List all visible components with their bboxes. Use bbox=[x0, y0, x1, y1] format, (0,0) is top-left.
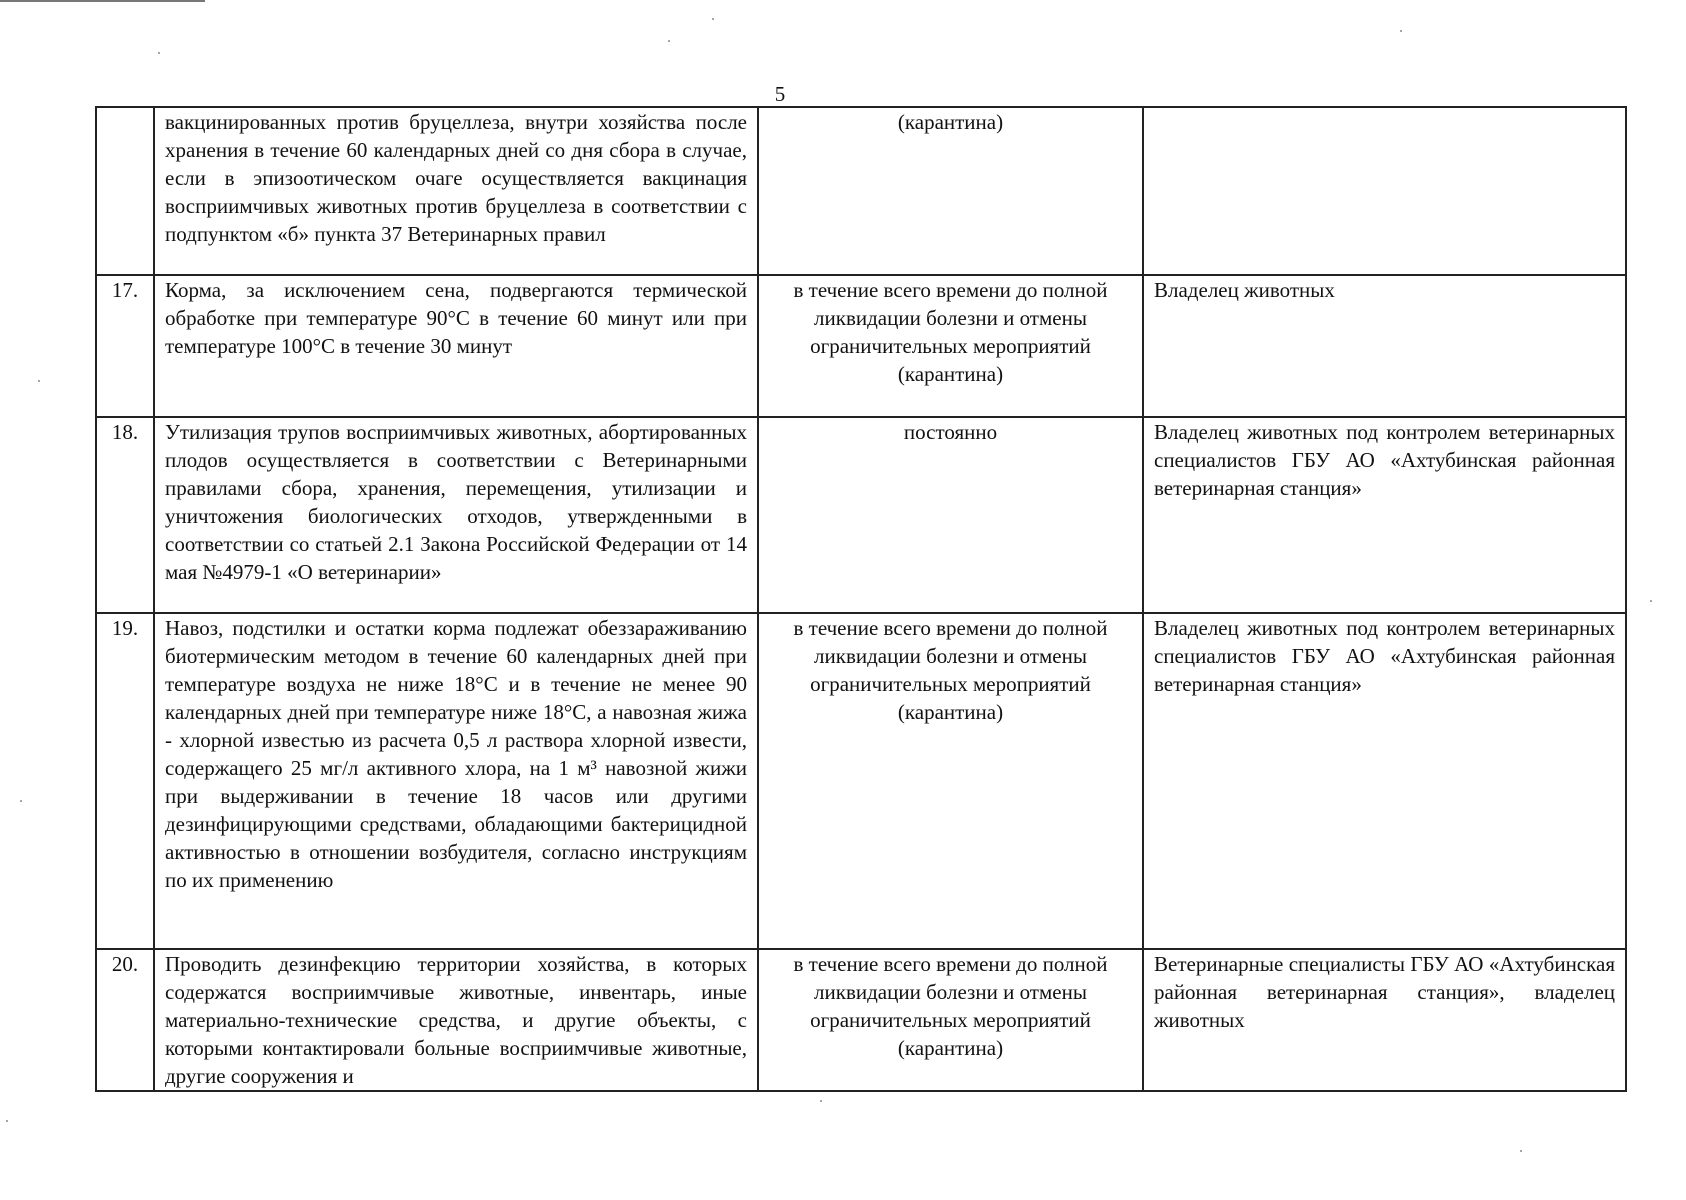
scan-speck bbox=[158, 52, 160, 54]
row-number: 19. bbox=[96, 613, 154, 949]
table-row bbox=[96, 107, 1626, 275]
row-number: 17. bbox=[96, 275, 154, 417]
measure-responsible: Владелец животных под контролем ветеринарных специалистов ГБУ АО «Ахтубинская районная ветеринарная станция» bbox=[1143, 613, 1626, 949]
scan-speck bbox=[668, 40, 670, 42]
table-row bbox=[96, 613, 1626, 949]
table-row bbox=[96, 275, 1626, 417]
measure-responsible: Владелец животных под контролем ветеринарных специалистов ГБУ АО «Ахтубинская районная ветеринарная станция» bbox=[1143, 417, 1626, 613]
table-row bbox=[96, 417, 1626, 613]
measure-responsible bbox=[1143, 107, 1626, 275]
measure-responsible: Владелец животных bbox=[1143, 275, 1626, 417]
measure-description: Утилизация трупов восприимчивых животных, абортированных плодов осуществляется в соответствии с Ветеринарными правилами сбора, хранения, перемещения, утилизации и уничтожения биологических отходов, утвержденными в соответствии со статьей 2.1 Закона Российской Федерации от 14 мая №4979-1 «О ветеринарии» bbox=[154, 417, 758, 613]
scan-speck bbox=[6, 1120, 8, 1122]
measure-term: (карантина) bbox=[758, 107, 1143, 275]
measure-term: постоянно bbox=[758, 417, 1143, 613]
measure-term: в течение всего времени до полной ликвидации болезни и отмены ограничительных мероприятий (карантина) bbox=[758, 275, 1143, 417]
measures-table bbox=[95, 106, 1627, 1092]
measure-description: Корма, за исключением сена, подвергаются термической обработке при температуре 90°С в течение 60 минут или при температуре 100°С в течение 30 минут bbox=[154, 275, 758, 417]
scan-speck bbox=[1650, 600, 1652, 602]
table-row bbox=[96, 949, 1626, 1091]
measure-description: Навоз, подстилки и остатки корма подлежат обеззараживанию биотермическим методом в течение 60 календарных дней при температуре воздуха не ниже 18°С и в течение не менее 90 календарных дней при температуре ниже 18°С, а навозная жижа - хлорной известью из расчета 0,5 л раствора хлорной извести, содержащего 25 мг/л активного хлора, на 1 м³ навозной жижи при выдерживании в течение 18 часов или другими дезинфицирующими средствами, обладающими бактерицидной активностью в отношении возбудителя, согласно инструкциям по их применению bbox=[154, 613, 758, 949]
measure-description: вакцинированных против бруцеллеза, внутри хозяйства после хранения в течение 60 календарных дней со дня сбора в случае, если в эпизоотическом очаге осуществляется вакцинация восприимчивых животных против бруцеллеза в соответствии с подпунктом «б» пункта 37 Ветеринарных правил bbox=[154, 107, 758, 275]
scan-speck bbox=[20, 800, 22, 802]
measure-description: Проводить дезинфекцию территории хозяйства, в которых содержатся восприимчивые животные, инвентарь, иные материально-технические средства, и другие объекты, с которыми контактировали больные восприимчивые животные, другие сооружения и bbox=[154, 949, 758, 1091]
measure-term: в течение всего времени до полной ликвидации болезни и отмены ограничительных мероприятий (карантина) bbox=[758, 949, 1143, 1091]
scan-speck bbox=[1400, 30, 1402, 32]
scan-speck bbox=[820, 1100, 822, 1102]
scan-edge-mark bbox=[0, 0, 205, 2]
scan-speck bbox=[1520, 1150, 1522, 1152]
row-number bbox=[96, 107, 154, 275]
row-number: 18. bbox=[96, 417, 154, 613]
page-number: 5 bbox=[774, 82, 786, 106]
scan-speck bbox=[712, 18, 714, 20]
scan-speck bbox=[38, 380, 40, 382]
measure-responsible: Ветеринарные специалисты ГБУ АО «Ахтубинская районная ветеринарная станция», владелец животных bbox=[1143, 949, 1626, 1091]
row-number: 20. bbox=[96, 949, 154, 1091]
measure-term: в течение всего времени до полной ликвидации болезни и отмены ограничительных мероприятий (карантина) bbox=[758, 613, 1143, 949]
